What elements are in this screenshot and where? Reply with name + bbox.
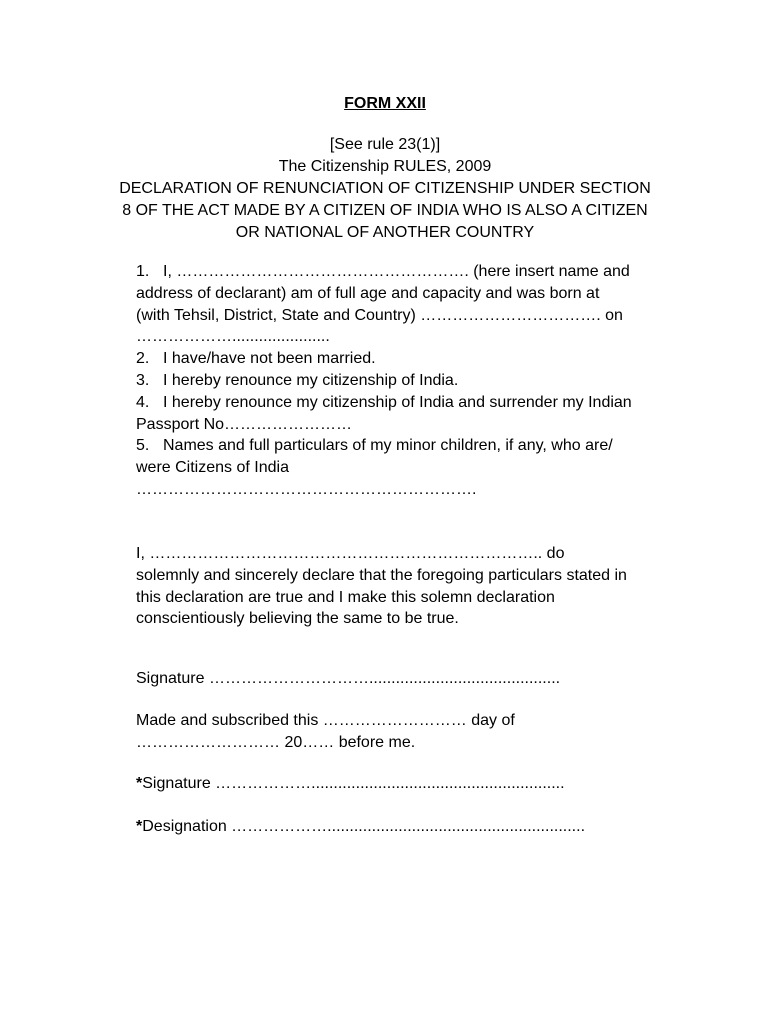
footnote-asterisk: * [136, 818, 143, 835]
item-text: I hereby renounce my citizenship of India. [163, 371, 459, 389]
item-number: 5. [136, 437, 150, 455]
item-number: 2. [136, 350, 150, 368]
item-text: Names and full particulars of my minor children, if any, who are/ [163, 437, 613, 455]
made-subscribed-line-1: Made and subscribed this ……………………… day of [136, 712, 515, 729]
made-subscribed-line-2: ……………………… 20…… before me. [136, 734, 416, 751]
rules-name: The Citizenship RULES, 2009 [278, 158, 492, 175]
heading-line-3: OR NATIONAL OF ANOTHER COUNTRY [235, 224, 535, 241]
item-1-line-2: address of declarant) am of full age and capacity and was born at [136, 284, 600, 302]
item-1 [136, 261, 696, 348]
item-4-line-2: Passport No…………………… [136, 415, 353, 433]
item-5 [136, 435, 696, 500]
item-1-line-4: ………………...................... [136, 328, 330, 346]
declaration-line-2: solemnly and sincerely declare that the foregoing particulars stated in [136, 566, 627, 584]
item-text: I, ………………………………………………. (here insert name and [163, 263, 630, 280]
rule-reference: [See rule 23(1)] [329, 136, 441, 153]
heading-line-2: 8 OF THE ACT MADE BY A CITIZEN OF INDIA WHO IS ALSO A CITIZEN [122, 202, 648, 219]
item-number: 4. [136, 393, 150, 411]
item-3 [136, 370, 696, 392]
officer-signature-line [136, 773, 565, 795]
item-number: 3. [136, 371, 150, 389]
declaration-line-1: I, ……………………………………………………………….. do [136, 545, 565, 562]
declaration-line-3: this declaration are true and I make this solemn declaration [136, 588, 555, 606]
declaration-line-4: conscientiously believing the same to be true. [136, 610, 459, 628]
form-title: FORM XXII [344, 95, 426, 112]
form-header [80, 134, 690, 244]
item-1-line-1 [136, 261, 696, 283]
item-5-line-2: were Citizens of India [136, 459, 289, 477]
item-text: I have/have not been married. [163, 350, 376, 368]
item-text: I hereby renounce my citizenship of India and surrender my Indian [163, 393, 632, 411]
item-5-line-3: ………………………………………………………. [136, 480, 477, 498]
officer-designation-text: Designation ……………….......................................................... [142, 818, 586, 835]
item-2 [136, 348, 696, 370]
footnote-asterisk: * [136, 775, 143, 792]
officer-designation-line [136, 816, 585, 838]
heading-line-1: DECLARATION OF RENUNCIATION OF CITIZENSHIP UNDER SECTION [119, 180, 651, 197]
officer-signature-text: Signature ………………......................................................... [142, 775, 565, 792]
item-4 [136, 392, 696, 436]
declarant-signature-line: Signature …………………………........................................... [136, 670, 561, 687]
item-1-line-3: (with Tehsil, District, State and Country) ……………………………. on [136, 306, 623, 324]
solemn-declaration [136, 543, 696, 630]
item-number: 1. [136, 263, 150, 280]
declaration-items [136, 261, 696, 501]
